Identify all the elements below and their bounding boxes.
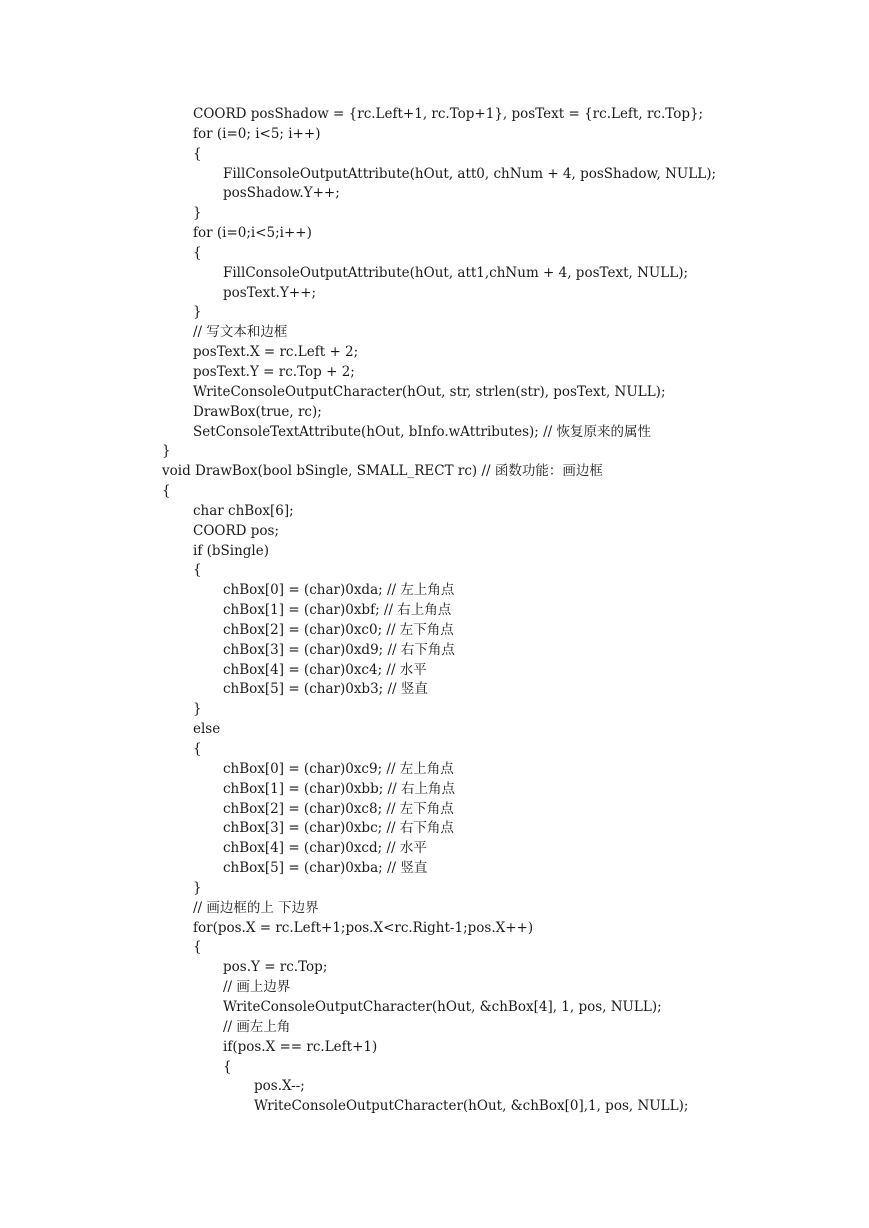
code-line: chBox[4] = (char)0xc4; // 水平 [223,661,427,678]
code-line: } [193,205,202,222]
code-line: WriteConsoleOutputCharacter(hOut, &chBox[4], 1, pos, NULL); [223,998,662,1015]
code-line: { [193,741,202,757]
code-line: else [193,721,221,738]
code-line: chBox[5] = (char)0xb3; // 竖直 [223,681,428,698]
code-line: { [162,483,171,500]
code-line: // 画边框的上 下边界 [193,899,319,916]
code-line: SetConsoleTextAttribute(hOut, bInfo.wAttributes); // 恢复原来的属性 [193,423,651,440]
code-line: FillConsoleOutputAttribute(hOut, att0, chNum + 4, posShadow, NULL); [223,165,717,182]
code-line: if (bSingle) [193,542,269,559]
code-line: FillConsoleOutputAttribute(hOut, att1,chNum + 4, posText, NULL); [223,264,689,281]
code-line: pos.Y = rc.Top; [223,959,328,976]
code-listing [162,105,716,1117]
code-line: DrawBox(true, rc); [193,403,322,420]
code-line: { [193,244,202,261]
code-line: chBox[3] = (char)0xd9; // 右下角点 [223,641,455,658]
code-line: chBox[0] = (char)0xc9; // 左上角点 [223,760,454,777]
code-line: chBox[0] = (char)0xda; // 左上角点 [223,582,455,599]
code-line: if(pos.X == rc.Left+1) [223,1038,378,1055]
code-line: } [162,443,171,460]
code-line: WriteConsoleOutputCharacter(hOut, &chBox[0],1, pos, NULL); [254,1098,689,1115]
code-line: posShadow.Y++; [223,185,340,202]
code-line: COORD pos; [193,522,279,539]
code-line: // 画上边界 [223,979,291,996]
code-line: // 画左上角 [223,1018,291,1035]
code-line: } [193,304,202,321]
code-line: void DrawBox(bool bSingle, SMALL_RECT rc) // 函数功能：画边框 [162,463,603,480]
code-line: } [193,879,202,896]
code-line: // 写文本和边框 [193,324,288,341]
code-line: posText.Y = rc.Top + 2; [193,363,355,380]
code-line: for (i=0;i<5;i++) [193,225,312,242]
code-line: COORD posShadow = {rc.Left+1, rc.Top+1}, posText = {rc.Left, rc.Top}; [193,106,704,122]
code-line: { [193,562,202,579]
code-line: for(pos.X = rc.Left+1;pos.X<rc.Right-1;pos.X++) [193,919,534,936]
code-line: chBox[5] = (char)0xba; // 竖直 [223,860,428,877]
code-line: posText.X = rc.Left + 2; [193,344,359,361]
code-line: chBox[1] = (char)0xbb; // 右上角点 [223,780,455,797]
code-line: chBox[4] = (char)0xcd; // 水平 [223,840,427,857]
code-line: chBox[2] = (char)0xc8; // 左下角点 [223,800,454,817]
code-line: for (i=0; i<5; i++) [193,125,321,142]
code-line: } [193,701,202,718]
code-line: { [193,939,202,956]
code-line: pos.X--; [254,1078,305,1095]
code-line: WriteConsoleOutputCharacter(hOut, str, strlen(str), posText, NULL); [193,383,666,400]
code-line: { [193,145,202,162]
code-line: chBox[2] = (char)0xc0; // 左下角点 [223,621,454,638]
code-line: char chBox[6]; [193,502,294,519]
code-line: chBox[3] = (char)0xbc; // 右下角点 [223,820,454,837]
code-line: posText.Y++; [223,284,317,301]
code-line: chBox[1] = (char)0xbf; // 右上角点 [223,602,452,619]
code-line: { [223,1058,232,1075]
